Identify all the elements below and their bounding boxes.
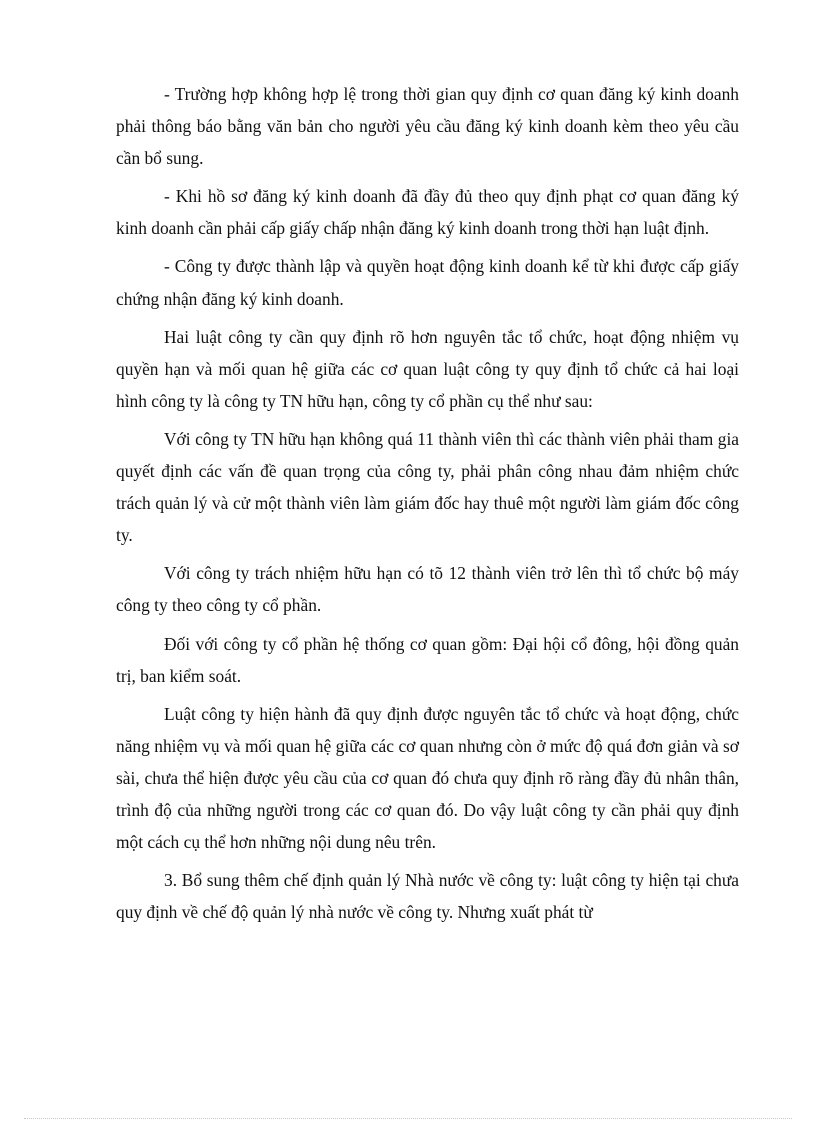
paragraph-organization-principles: Hai luật công ty cần quy định rõ hơn nguyên tắc tổ chức, hoạt động nhiệm vụ quyền hạn và mối quan hệ giữa các cơ quan luật công ty quy định tổ chức cả hai loại hình công ty là công ty TN hữu hạn, công ty cổ phần cụ thể như sau: — [116, 326, 739, 411]
document-page — [116, 78, 739, 934]
paragraph-current-law: Luật công ty hiện hành đã quy định được nguyên tắc tổ chức và hoạt động, chức năng nhiệm vụ và mối quan hệ giữa các cơ quan nhưng còn ở mức độ quá đơn giản và sơ sài, chưa thể hiện được yêu cầu của cơ quan đó chưa quy định rõ ràng đầy đủ nhân thân, trình độ của những người trong các cơ quan đó. Do vậy luật công ty cần phải quy định một cách cụ thể hơn những nội dung nêu trên. — [116, 703, 739, 853]
paragraph-llc-large: Với công ty trách nhiệm hữu hạn có tõ 12 thành viên trở lên thì tổ chức bộ máy công ty theo công ty cổ phần. — [116, 563, 739, 616]
paragraph-invalid-application: - Trường hợp không hợp lệ trong thời gian quy định cơ quan đăng ký kinh doanh phải thông báo bằng văn bản cho người yêu cầu đăng ký kinh doanh kèm theo yêu cầu cần bổ sung. — [116, 84, 739, 169]
paragraph-complete-dossier: - Khi hồ sơ đăng ký kinh doanh đã đầy đủ theo quy định phạt cơ quan đăng ký kinh doanh cần phải cấp giấy chấp nhận đăng ký kinh doanh trong thời hạn luật định. — [116, 186, 739, 239]
paragraph-joint-stock: Đối với công ty cổ phần hệ thống cơ quan gồm: Đại hội cổ đông, hội đồng quản trị, ban kiểm soát. — [116, 633, 739, 686]
paragraph-company-established: - Công ty được thành lập và quyền hoạt động kinh doanh kể từ khi được cấp giấy chứng nhận đăng ký kinh doanh. — [116, 256, 739, 309]
paragraph-llc-small: Với công ty TN hữu hạn không quá 11 thành viên thì các thành viên phải tham gia quyết định các vấn đề quan trọng của công ty, phải phân công nhau đảm nhiệm chức trách quản lý và cử một thành viên làm giám đốc hay thuê một người làm giám đốc công ty. — [116, 428, 739, 546]
page-bottom-divider — [24, 1118, 792, 1119]
paragraph-state-management: 3. Bổ sung thêm chế định quản lý Nhà nước về công ty: luật công ty hiện tại chưa quy định về chế độ quản lý nhà nước về công ty. Nhưng xuất phát từ — [116, 870, 739, 923]
